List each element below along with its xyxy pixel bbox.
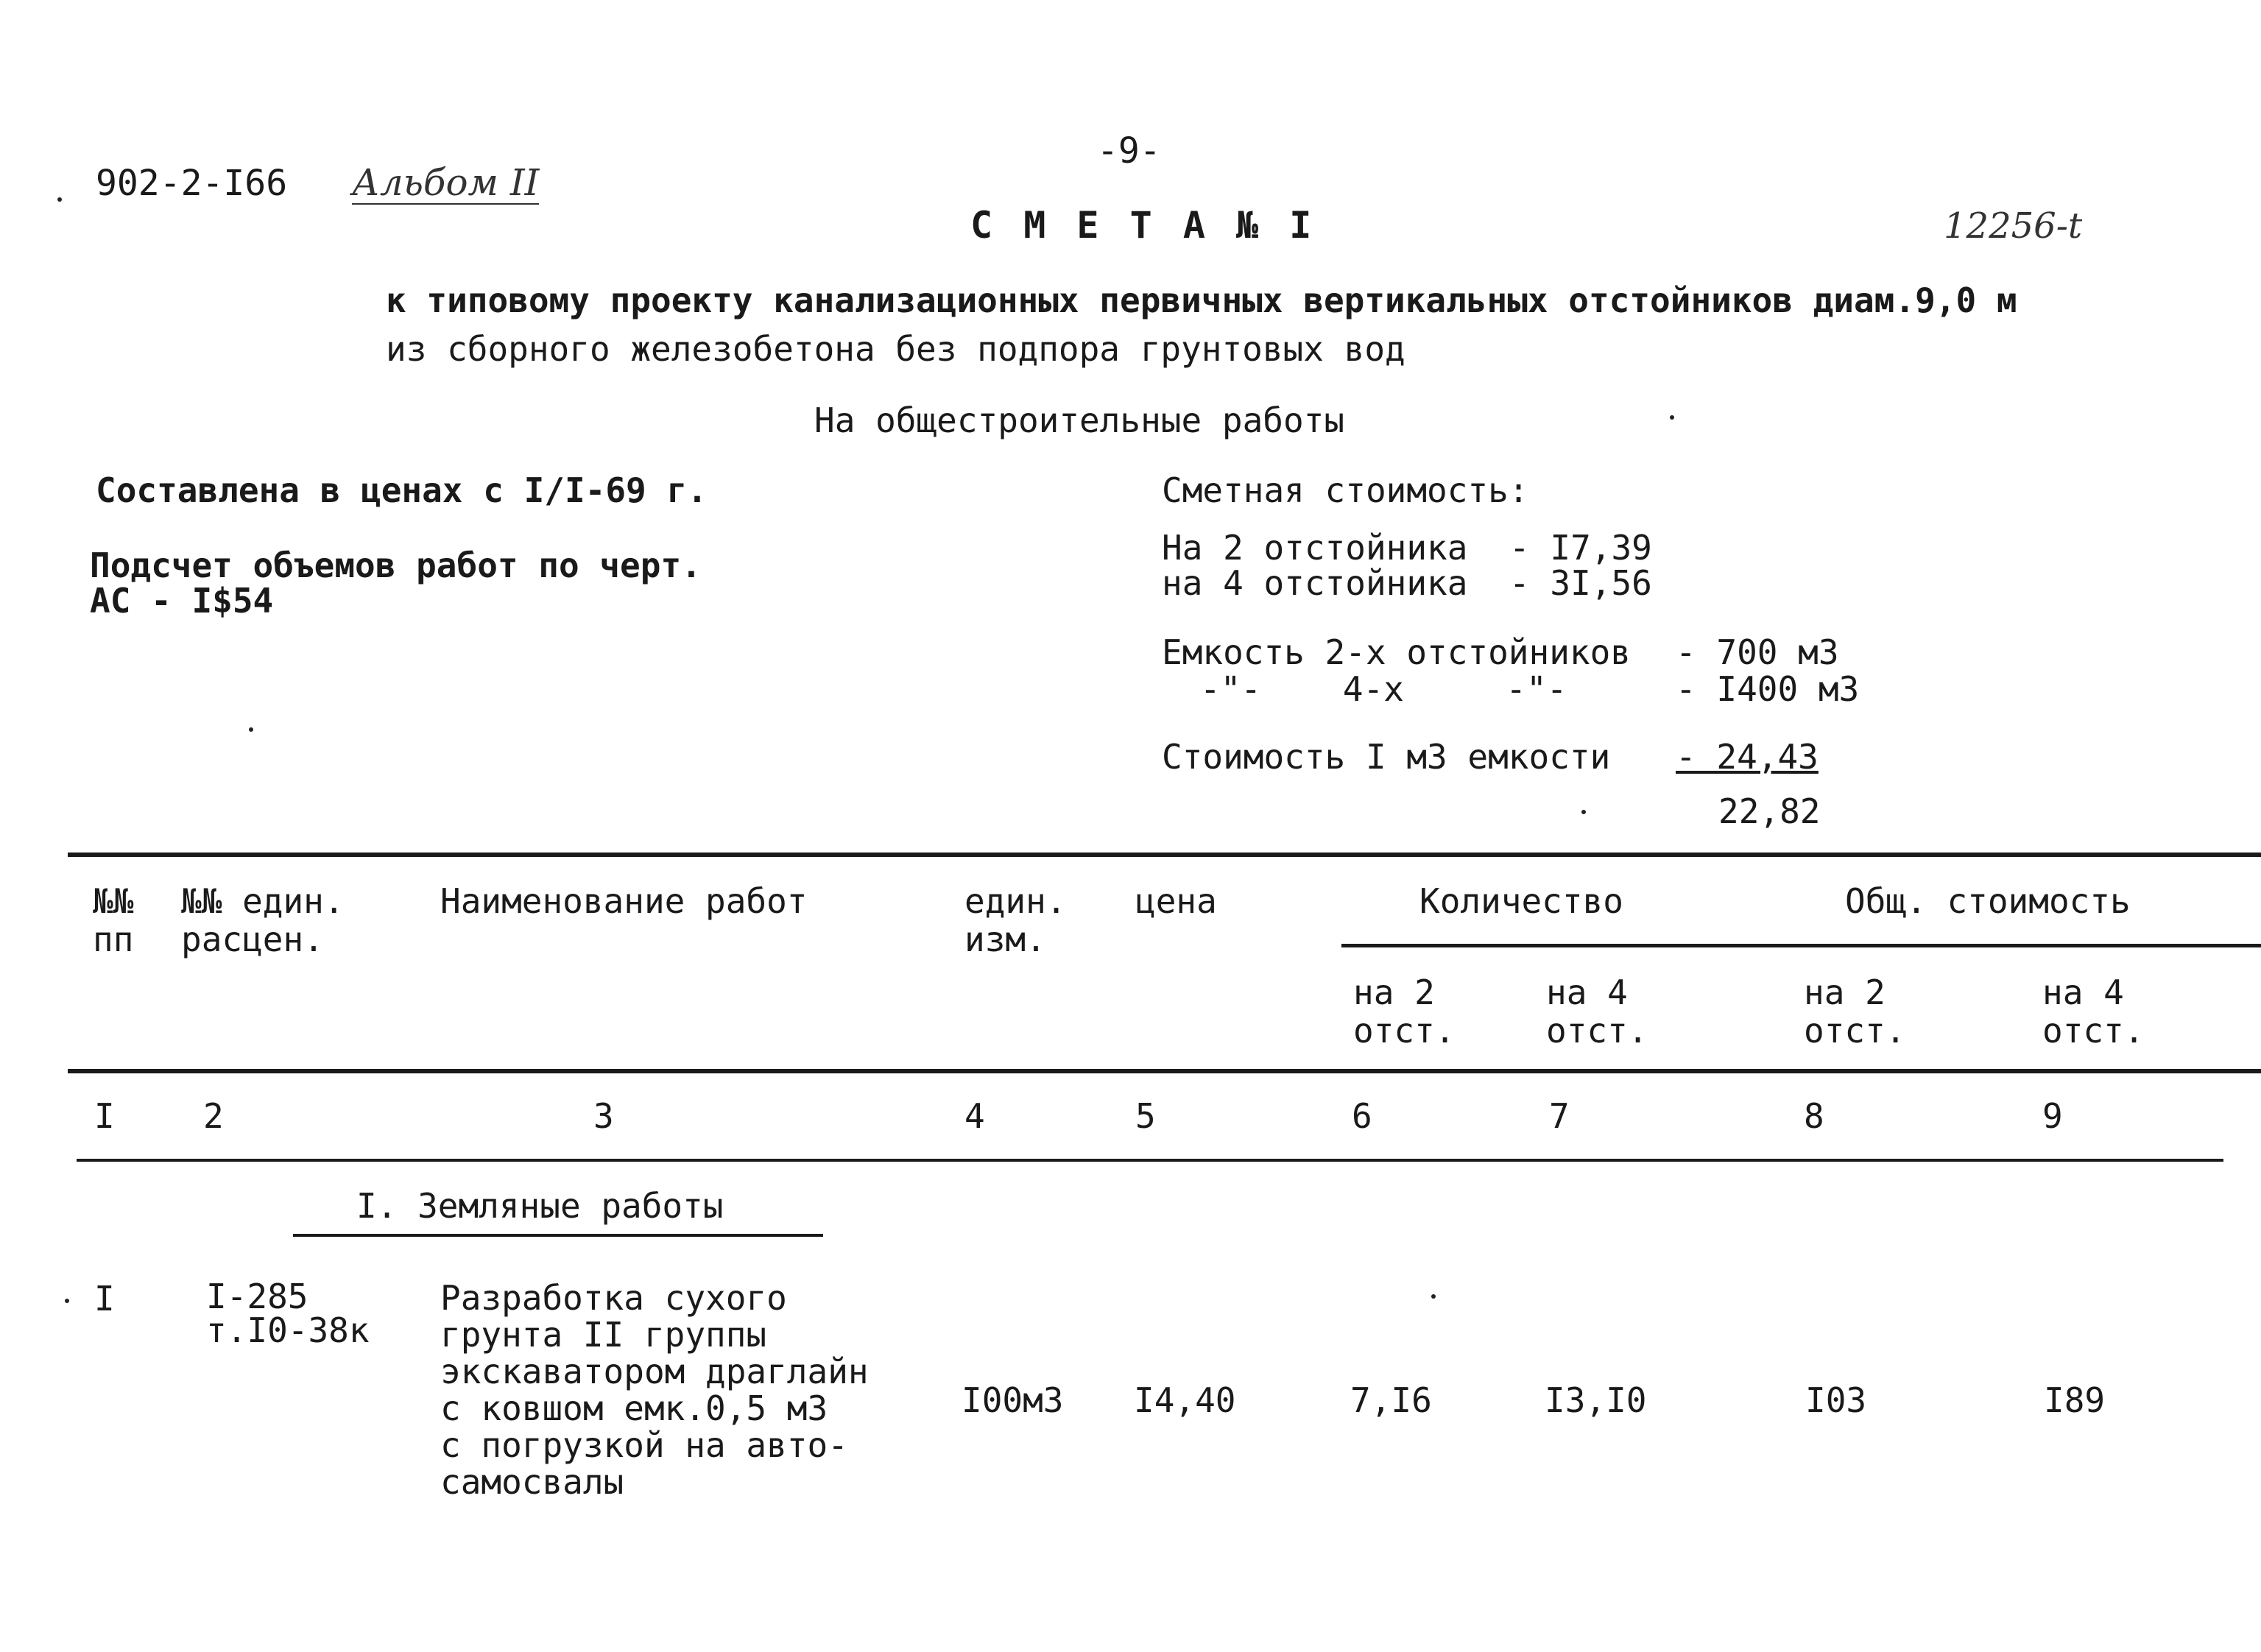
column-number: 7 [1549, 1096, 1570, 1136]
work-type: На общестроительные работы [814, 400, 1345, 440]
scan-speck [65, 1299, 69, 1303]
group-subheader-rule [1341, 944, 2261, 947]
scan-speck [1431, 1294, 1436, 1299]
work-name: Разработка сухого грунта II группы экскаватором драглайн с ковшом емк.0,5 м3 с погрузкой на авто- самосвалы [440, 1278, 869, 1502]
header-qty-2: на 2 отст. [1353, 973, 1456, 1051]
scan-speck [1670, 415, 1674, 420]
header-cost-group: Общ. стоимость [1845, 881, 2131, 921]
header-qty-4: на 4 отст. [1546, 973, 1648, 1051]
document-title: С М Е Т А № I [970, 204, 1316, 247]
subtitle-line-2: из сборного железобетона без подпора грунтовых вод [386, 329, 1405, 369]
column-number: 4 [964, 1096, 985, 1136]
section-title: I. Земляные работы [356, 1186, 724, 1226]
volumes-line-2: АС - I$54 [90, 581, 274, 621]
cost-4-label: на 4 отстойника [1162, 563, 1468, 603]
column-number: I [94, 1096, 115, 1136]
scan-speck [249, 727, 253, 732]
cost-4-value: - 3I,56 [1509, 563, 1652, 603]
rate-code: I-285 т.I0-38к [206, 1277, 370, 1350]
column-number: 8 [1804, 1096, 1824, 1136]
volumes-line-1: Подсчет объемов работ по черт. [90, 546, 702, 585]
capacity-line-2-label: -"- 4-х -"- [1200, 669, 1567, 709]
scan-speck [1581, 810, 1586, 814]
column-numbers-rule [77, 1159, 2223, 1162]
column-number: 2 [203, 1096, 224, 1136]
header-cost-4: на 4 отст. [2042, 973, 2145, 1051]
price: I4,40 [1134, 1380, 1236, 1420]
header-row-number: №№ пп [93, 881, 134, 959]
quantity-4: I3,I0 [1545, 1380, 1647, 1420]
cost-2-label: На 2 отстойника [1162, 528, 1468, 568]
quantity-2: 7,I6 [1350, 1380, 1432, 1420]
unit-cost-value-1: - 24,43 [1676, 737, 1819, 777]
album-note: Альбом II [352, 161, 540, 204]
scan-speck [57, 197, 62, 202]
row-number: I [94, 1279, 115, 1319]
unit-cost-value-2: 22,82 [1718, 791, 1821, 831]
column-number: 6 [1352, 1096, 1372, 1136]
capacity-line-1-label: Емкость 2-х отстойников [1162, 632, 1631, 672]
unit: I00м3 [962, 1380, 1064, 1420]
document-code: 902-2-I66 [96, 163, 288, 204]
unit-cost-label: Стоимость I м3 емкости [1162, 737, 1611, 777]
section-title-underline [293, 1234, 823, 1237]
page-number: -9- [1097, 130, 1161, 172]
archive-number: 12256-t [1944, 205, 2083, 247]
header-quantity-group: Количество [1419, 881, 1623, 921]
column-number: 5 [1135, 1096, 1156, 1136]
cost-2-value: - I7,39 [1509, 528, 1652, 568]
header-rate-code: №№ един. расцен. [181, 881, 345, 959]
cost-2: I03 [1805, 1380, 1867, 1420]
header-price: цена [1135, 881, 1217, 921]
column-number: 9 [2042, 1096, 2063, 1136]
capacity-line-1-value: - 700 м3 [1676, 632, 1839, 672]
capacity-line-2-value: - I400 м3 [1676, 669, 1860, 709]
header-unit: един. изм. [964, 881, 1067, 959]
cost-4: I89 [2044, 1380, 2106, 1420]
subtitle-line-1: к типовому проекту канализационных первичных вертикальных отстойников диам.9,0 м [386, 280, 2017, 320]
table-top-rule [68, 853, 2261, 857]
column-number: 3 [593, 1096, 614, 1136]
prices-line: Составлена в ценах с I/I-69 г. [96, 470, 708, 510]
header-work-name: Наименование работ [440, 881, 808, 921]
estimated-cost-label: Сметная стоимость: [1162, 470, 1529, 510]
header-bottom-rule [68, 1069, 2261, 1073]
header-cost-2: на 2 отст. [1804, 973, 1906, 1051]
